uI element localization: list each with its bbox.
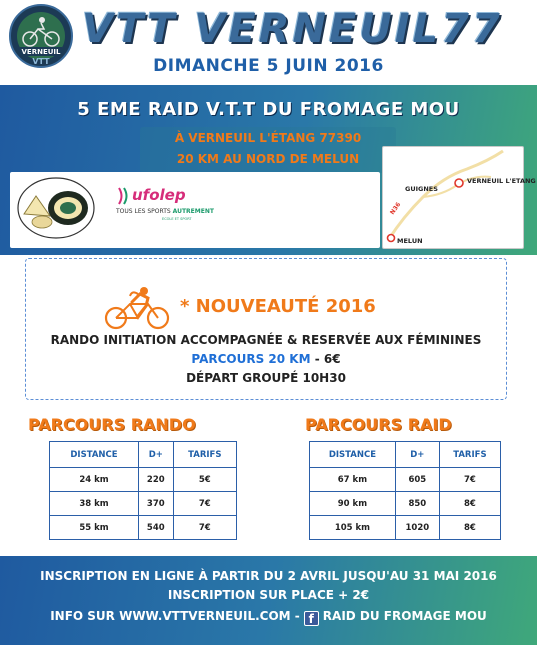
cell-price: 8€ (439, 516, 500, 540)
header-elevation: D+ (395, 442, 439, 468)
cell-distance: 67 km (310, 468, 396, 492)
ufolep-tagline-start: TOUS LES SPORTS (116, 208, 173, 215)
header-price: TARIFS (173, 442, 236, 468)
ufolep-logo (116, 186, 214, 234)
footer-website-link[interactable]: INFO SUR WWW.VTTVERNEUIL.COM - (50, 609, 300, 623)
ufolep-tagline (116, 208, 214, 215)
footer-registration-online: INSCRIPTION EN LIGNE À PARTIR DU 2 AVRIL JUSQU'AU 31 MAI 2016 (40, 569, 497, 583)
header-distance: DISTANCE (310, 442, 396, 468)
nouveaute-title: * NOUVEAUTÉ 2016 (180, 296, 376, 317)
map-label-melun: MELUN (397, 237, 423, 245)
facebook-icon[interactable]: f (304, 611, 319, 626)
nouveaute-description: RANDO INITIATION ACCOMPAGNÉE & RESERVÉE AUX FÉMININES (50, 333, 482, 347)
logo-text-top: VERNEUIL (21, 48, 61, 56)
ufolep-tagline-small: ECOLE ET SPORT (162, 217, 192, 221)
rando-title: PARCOURS RANDO (28, 415, 196, 434)
site-title: VTT VERNEUIL77 (82, 6, 503, 52)
cyclist-icon (102, 286, 172, 330)
location-line-1: À VERNEUIL L'ÉTANG 77390 (174, 131, 362, 145)
nouveaute-parcours (25, 352, 507, 366)
cell-elevation: 220 (138, 468, 173, 492)
nouveaute-depart: DÉPART GROUPÉ 10H30 (186, 371, 346, 385)
event-date: DIMANCHE 5 JUIN 2016 (153, 56, 384, 76)
cell-distance: 90 km (310, 492, 396, 516)
map-label-guignes: GUIGNES (405, 185, 438, 193)
nouveaute-parcours-distance: PARCOURS 20 KM (191, 352, 311, 366)
footer-registration-onsite: INSCRIPTION SUR PLACE + 2€ (167, 588, 370, 602)
cell-price: 7€ (439, 468, 500, 492)
table-row (310, 492, 501, 516)
table-row (310, 468, 501, 492)
cell-distance: 24 km (50, 468, 139, 492)
cell-price: 7€ (173, 516, 236, 540)
ufolep-name: ufolep (132, 186, 186, 204)
cell-distance: 38 km (50, 492, 139, 516)
map-label-verneuil: VERNEUIL L'ETANG (467, 177, 536, 185)
cell-elevation: 540 (138, 516, 173, 540)
cell-elevation: 850 (395, 492, 439, 516)
cell-elevation: 605 (395, 468, 439, 492)
table-header-row (310, 442, 501, 468)
footer-info (0, 609, 537, 626)
ufolep-mark-icon (116, 186, 132, 206)
cell-distance: 55 km (50, 516, 139, 540)
header-distance: DISTANCE (50, 442, 139, 468)
header-price: TARIFS (439, 442, 500, 468)
map-road-label: N36 (388, 201, 403, 217)
header-elevation: D+ (138, 442, 173, 468)
rando-table (49, 441, 237, 540)
cell-elevation: 370 (138, 492, 173, 516)
cell-price: 8€ (439, 492, 500, 516)
table-row (50, 492, 237, 516)
raid-title: PARCOURS RAID (305, 415, 452, 434)
location-line-2: 20 KM AU NORD DE MELUN (176, 152, 360, 166)
location-map (382, 146, 536, 249)
footer-facebook-page[interactable]: RAID DU FROMAGE MOU (322, 609, 487, 623)
table-row (50, 468, 237, 492)
cheese-illustration (16, 174, 96, 240)
raid-table (309, 441, 501, 540)
table-header-row (50, 442, 237, 468)
table-row (50, 516, 237, 540)
table-row (310, 516, 501, 540)
cell-elevation: 1020 (395, 516, 439, 540)
cell-price: 7€ (173, 492, 236, 516)
nouveaute-parcours-price: - 6€ (310, 352, 341, 366)
cell-price: 5€ (173, 468, 236, 492)
cell-distance: 105 km (310, 516, 396, 540)
ufolep-tagline-accent: AUTREMENT (172, 208, 214, 215)
logo-text-bottom: VTT (32, 57, 50, 66)
map-roads (383, 147, 525, 250)
event-title: 5 EME RAID V.T.T DU FROMAGE MOU (77, 99, 460, 120)
